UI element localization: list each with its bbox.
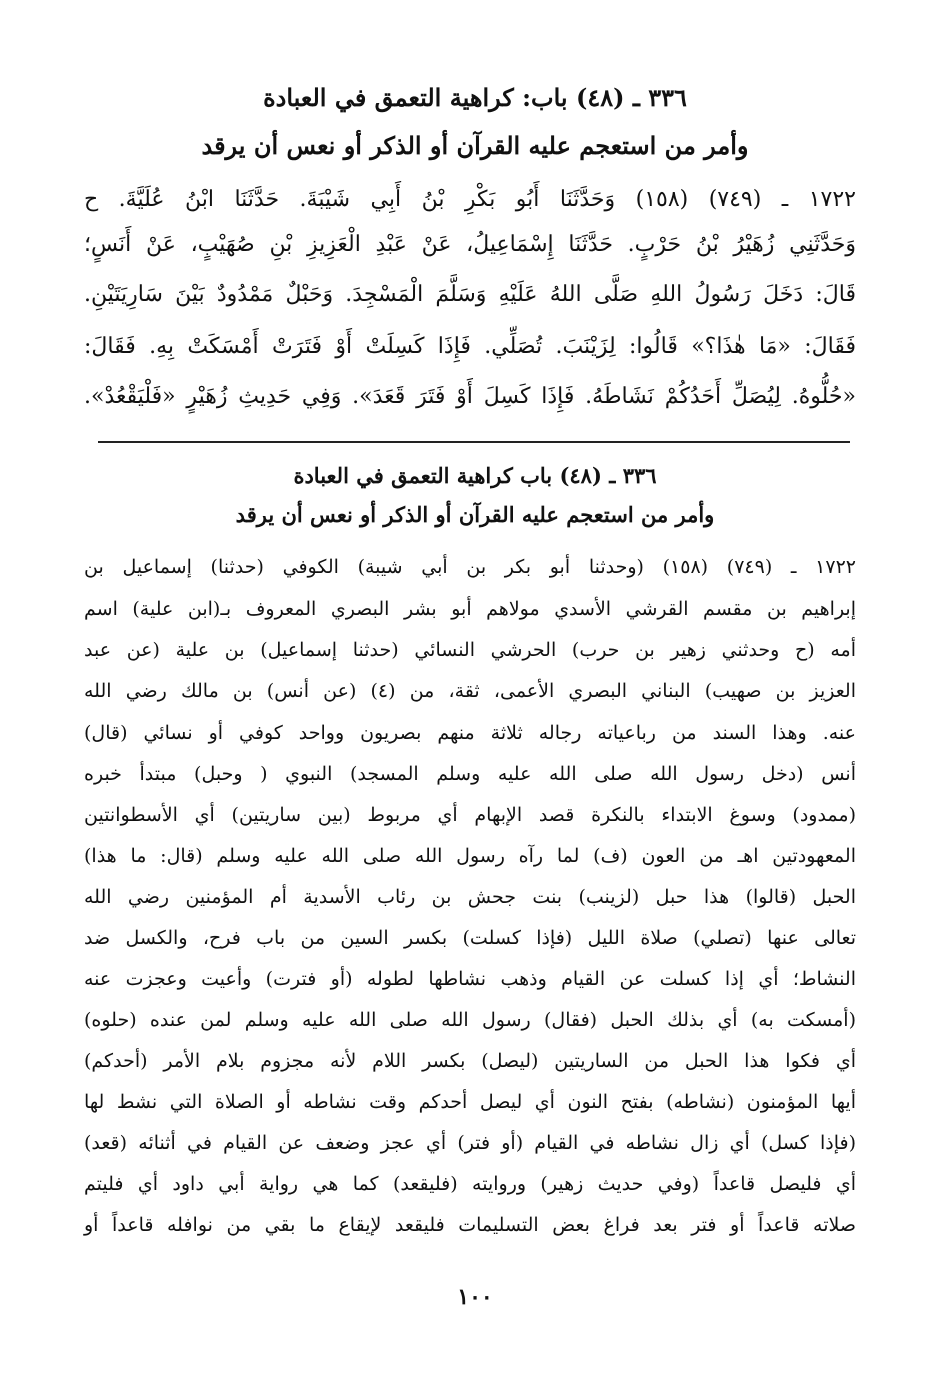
commentary-line: (ممدود) وسوغ الابتداء بالنكرة قصد الإبهام أي مربوط (بين ساريتين) أي الأسطوانتين: [84, 804, 856, 826]
commentary-line: الحبل (قالوا) هذا حبل (لزينب) بنت جحش بن رئاب الأسدية أم المؤمنين رضي الله: [84, 886, 856, 908]
chapter-title-line-1: ٣٣٦ ـ (٤٨) باب: كراهية التعمق في العبادة: [263, 83, 687, 112]
commentary-line: تعالى عنها (تصلي) صلاة الليل (فإذا كسلت) بكسر السين من باب فرح، والكسل ضد: [84, 927, 856, 949]
commentary-line: المعهودتين اهـ من العون (ف) لما رآه رسول الله صلى الله عليه وسلم (قال: ما هذا): [84, 845, 856, 867]
commentary-line: ١٧٢٢ ـ (٧٤٩) (١٥٨) (وحدثنا أبو بكر بن أبي شيبة) الكوفي (حدثنا) إسماعيل بن: [84, 556, 856, 578]
commentary-line: صلاته قاعداً أو فتر بعد فراغ بعض التسليمات فليقعد لإيقاع ما بقي من نوافله قاعداً أو: [84, 1214, 856, 1236]
hadith-line: فَقَالَ: «مَا هٰذَا؟» قَالُوا: لِزَيْنَبَ. تُصَلِّي. فَإِذَا كَسِلَتْ أَوْ فَتَرَتْ أَمْسَكَتْ بِهِ. فَقَالَ:: [84, 334, 856, 359]
commentary-title-line-2: وأمر من استعجم عليه القرآن أو الذكر أو نعس أن يرقد: [235, 502, 715, 527]
section-divider: [98, 441, 850, 443]
commentary-line: العزيز بن صهيب) البناني البصري الأعمى، ثقة، من (٤) (عن أنس) بن مالك رضي الله: [84, 680, 856, 702]
commentary-line: النشاط؛ أي إذا كسلت عن القيام وذهب نشاطها لطوله (أو فترت) وأعيت وعجزت عنه: [84, 968, 856, 990]
chapter-title-line-2: وأمر من استعجم عليه القرآن أو الذكر أو نعس أن يرقد: [201, 131, 749, 160]
page-number: ١٠٠: [457, 1284, 493, 1310]
hadith-line: قَالَ: دَخَلَ رَسُولُ اللهِ صَلَّى اللهُ عَلَيْهِ وَسَلَّمَ الْمَسْجِدَ. وَحَبْلٌ مَمْدُودٌ بَيْنَ سَارِيَتَيْنِ.: [84, 282, 856, 307]
hadith-line: ١٧٢٢ ـ (٧٤٩) (١٥٨) وَحَدَّثَنَا أَبُو بَكْرِ بْنُ أَبِي شَيْبَةَ. حَدَّثَنَا ابْنُ عُلَيَّةَ. ح: [84, 187, 856, 212]
commentary-line: أي فكوا هذا الحبل من الساريتين (ليصل) بكسر اللام لأنه مجزوم بلام الأمر (أحدكم): [84, 1050, 856, 1072]
commentary-line: أنس (دخل رسول الله صلى الله عليه وسلم المسجد) النبوي ( وحبل) مبتدأ خبره: [84, 763, 856, 785]
hadith-line: وَحَدَّثَنِي زُهَيْرُ بْنُ حَرْبٍ. حَدَّثَنَا إِسْمَاعِيلُ، عَنْ عَبْدِ الْعَزِيزِ بْنِ صُهَيْبٍ، عَنْ أَنَسٍ؛: [84, 232, 856, 257]
commentary-line: (أمسكت به) أي بذلك الحبل (فقال) رسول الله صلى الله عليه وسلم لمن عنده (حلوه): [84, 1009, 856, 1031]
commentary-title-line-1: ٣٣٦ ـ (٤٨) باب كراهية التعمق في العبادة: [293, 463, 657, 488]
commentary-line: أمه (ح وحدثني زهير بن حرب) الحرشي النسائي (حدثنا إسماعيل) بن علية (عن عبد: [84, 639, 856, 661]
commentary-line: عنه. وهذا السند من رباعياته رجاله ثلاثة منهم بصريون وواحد كوفي أو نسائي (قال): [84, 722, 856, 744]
commentary-line: (فإذا كسل) أي زال نشاطه في القيام (أو فتر) أي عجز وضعف عن القيام في أثنائه (قعد): [84, 1132, 856, 1154]
commentary-line: أي فليصل قاعداً (وفي حديث زهير) وروايته (فليقعد) كما هي رواية أبي داود أي فليتم: [84, 1173, 856, 1195]
commentary-line: أيها المؤمنون (نشاطه) بفتح النون أي ليصل أحدكم وقت نشاطه أو الصلاة التي نشط لها: [84, 1091, 856, 1113]
commentary-line: إبراهيم بن مقسم القرشي الأسدي مولاهم أبو بشر البصري المعروف بـ(ابن علية) اسم: [84, 598, 856, 620]
hadith-line: «حُلُّوهُ. لِيُصَلِّ أَحَدُكُمْ نَشَاطَهُ. فَإِذَا كَسِلَ أَوْ فَتَرَ قَعَدَ». وَفِي حَدِيثِ زُهَيْرٍ «فَلْيَقْعُدْ».: [84, 384, 856, 409]
